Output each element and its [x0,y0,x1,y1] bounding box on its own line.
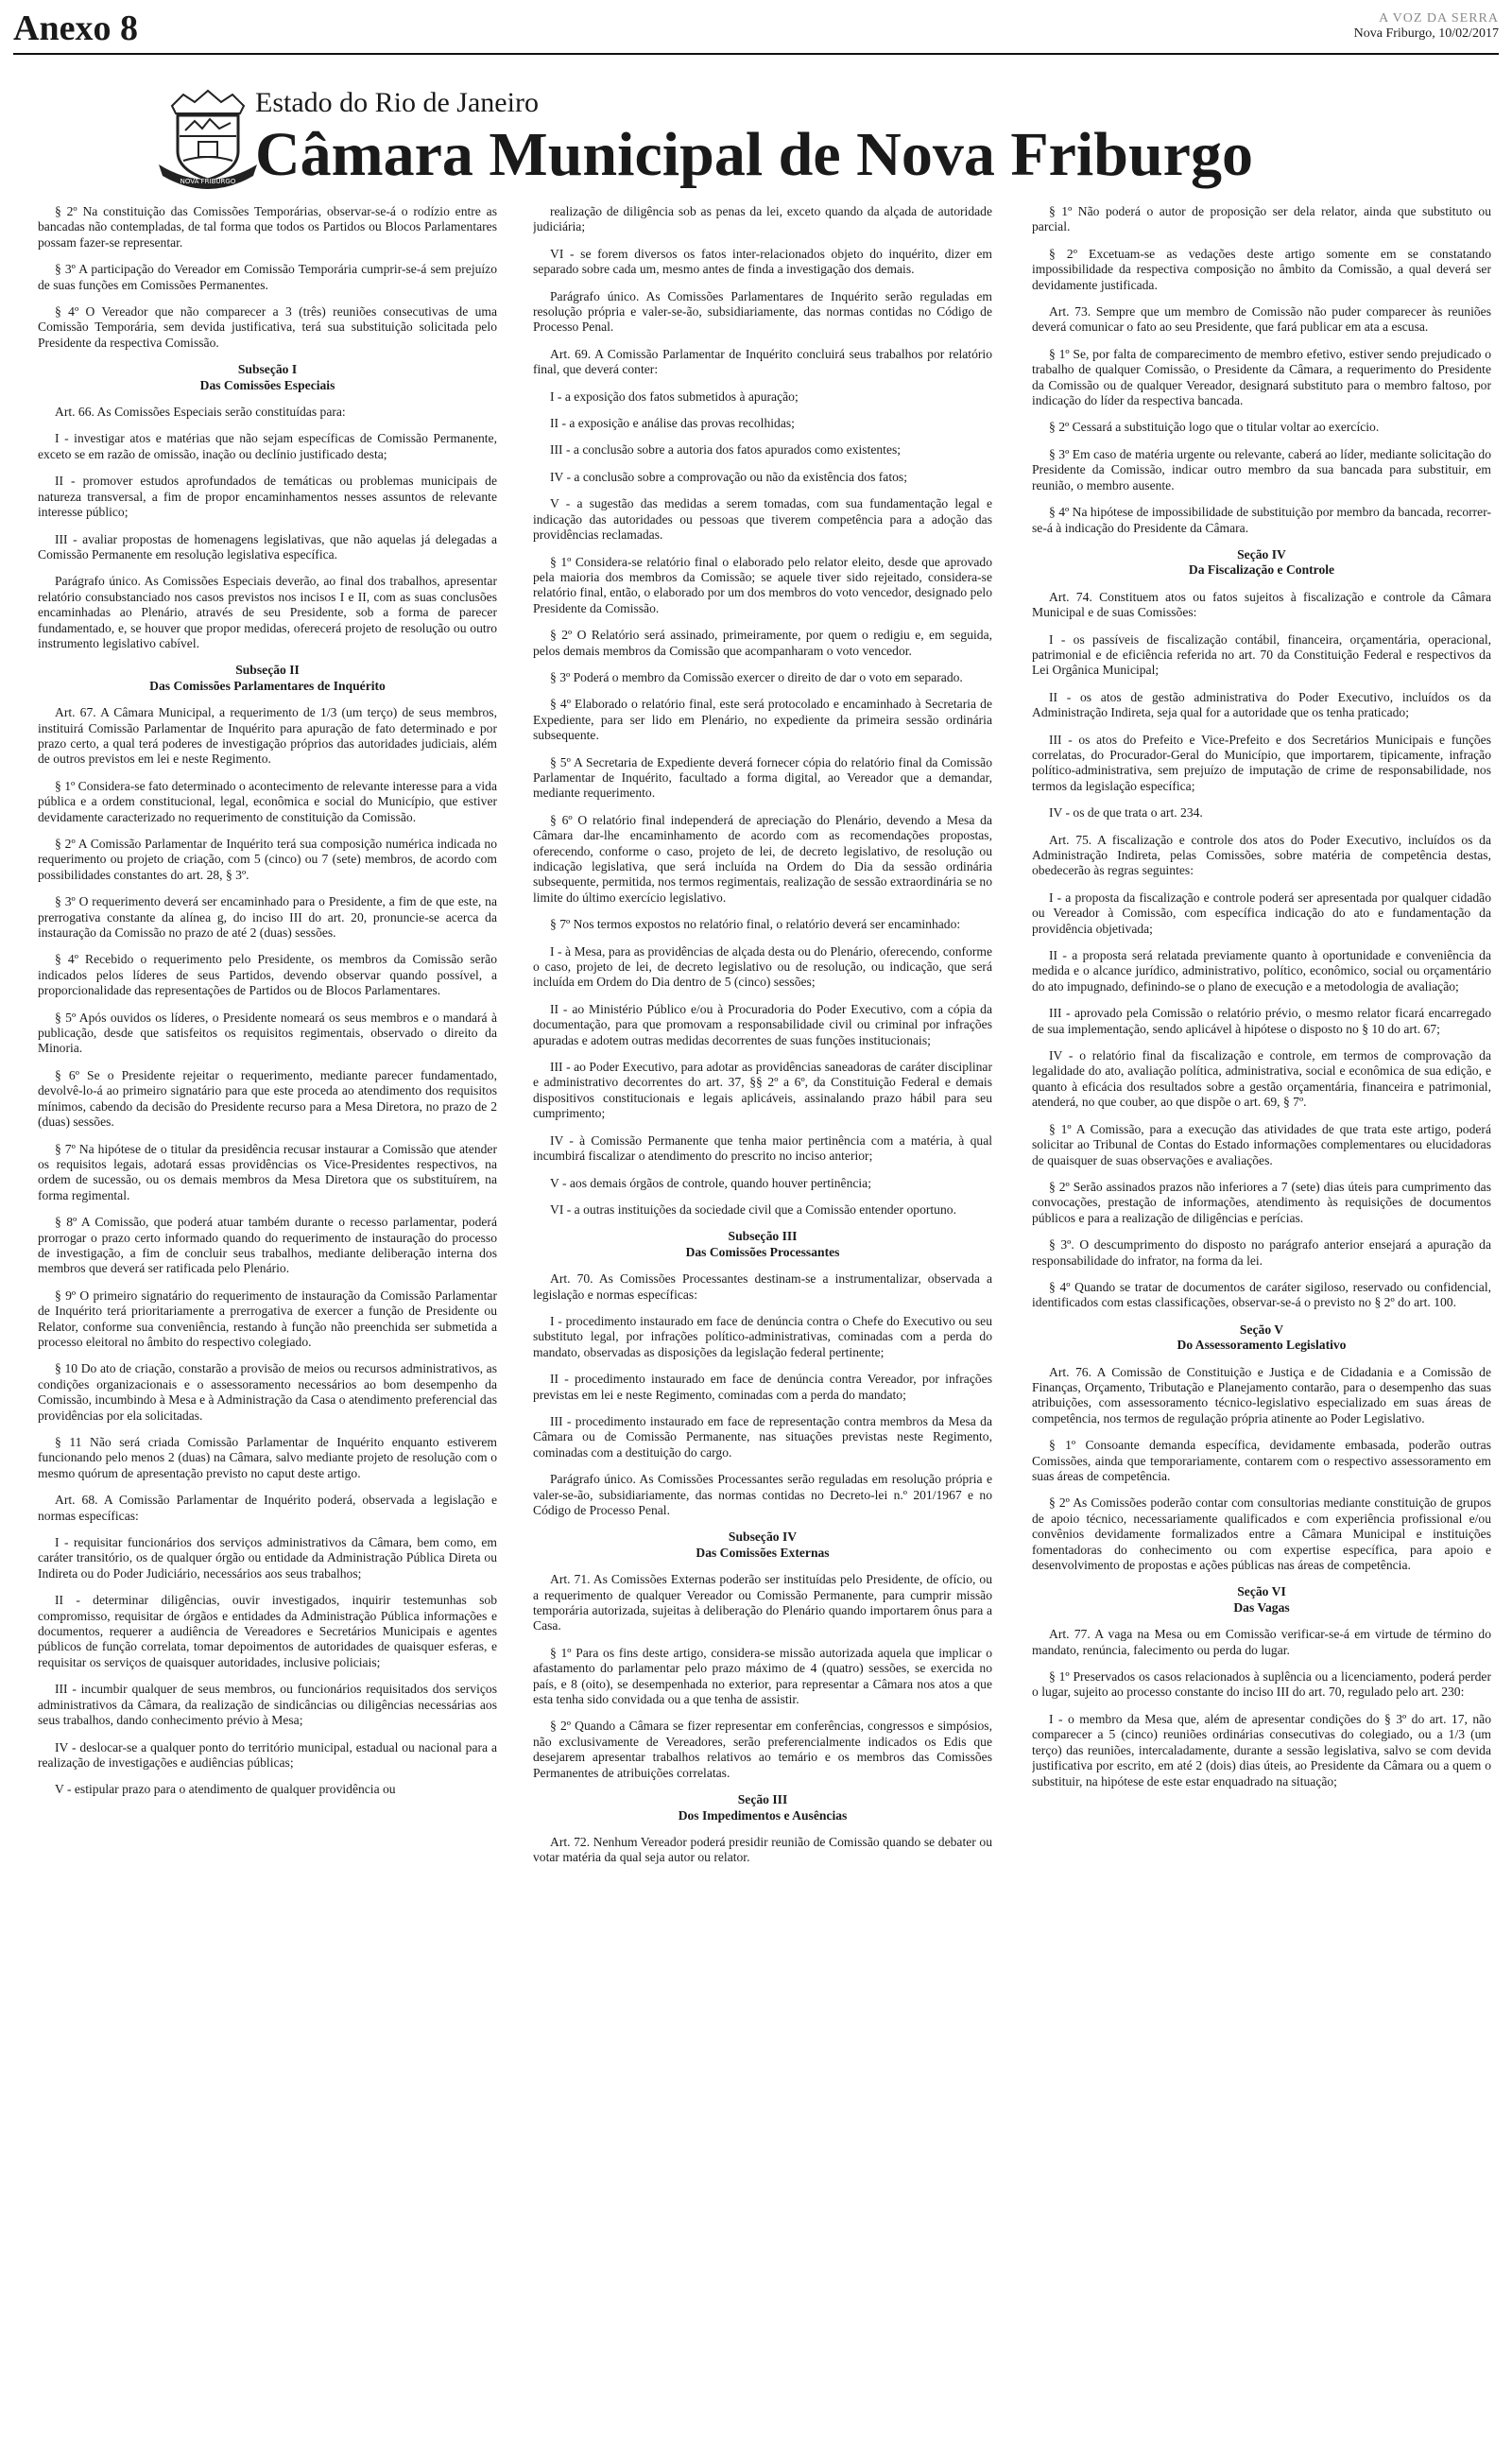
section-heading [1032,1584,1491,1616]
section-heading [533,1792,992,1823]
paragraph: § 1º Consoante demanda específica, devidamente embasada, poderão outras Comissões, ainda que temporariamente, contarem com o respectivo assessoramento em suas áreas de competência. [1032,1438,1491,1483]
paragraph: § 5º Após ouvidos os líderes, o Presidente nomeará os seus membros e o mandará à publicação, desde que satisfeitos os requisitos regimentais, observado o direito da Minoria. [38,1010,497,1056]
paragraph: Art. 69. A Comissão Parlamentar de Inquérito concluirá seus trabalhos por relatório final, que deverá conter: [533,346,992,377]
paragraph: V - estipular prazo para o atendimento de qualquer providência ou [55,1782,396,1797]
paragraph: I - procedimento instaurado em face de denúncia contra o Chefe do Executivo ou seu substituto legal, por infrações político-administrativas, cominadas com a perda do mandato, observadas as disposições da legislação federal pertinente; [533,1313,992,1359]
paragraph: I - à Mesa, para as providências de alçada desta ou do Plenário, oferecendo, conforme o caso, projeto de lei, de decreto legislativo ou de resolução, ou indicação, que será incluída em Ordem do Dia dentro de 5 (cinco) sessões; [533,943,992,990]
section-number: Seção V [1239,1322,1284,1337]
paragraph: I - investigar atos e matérias que não sejam específicas de Comissão Permanente, exceto se em razão de omissão, inação ou declínio justificado desta; [38,431,497,461]
section-number: Subseção III [728,1229,798,1244]
paragraph: III - aprovado pela Comissão o relatório prévio, o mesmo relator ficará encarregado de sua implementação, sendo aplicável à hipótese o disposto no § 10 do art. 67; [1032,1006,1491,1036]
paragraph: III - ao Poder Executivo, para adotar as providências saneadoras de caráter disciplinar e administrativo decorrentes do art. 37, §§ 2º a 6º, da Constituição Federal e demais dispositivos constitucionais e legais aplicáveis, assinalando prazo hábil para seu cumprimento; [533,1060,992,1121]
paragraph: VI - se forem diversos os fatos inter-relacionados objeto do inquérito, dizer em separado sobre cada um, mesmo antes de finda a investigação dos demais. [533,246,992,277]
paragraph: III - avaliar propostas de homenagens legislativas, que não aquelas já delegadas a Comissão Permanente em resolução legislativa específica. [38,531,497,562]
paragraph: Art. 68. A Comissão Parlamentar de Inquérito poderá, observada a legislação e normas específicas: [38,1493,497,1523]
paragraph: II - procedimento instaurado em face de denúncia contra Vereador, por infrações previstas em lei e neste Regimento, cominadas com a perda do mandato; [533,1372,992,1402]
publication-date: Nova Friburgo, 10/02/2017 [1353,26,1499,41]
section-title: Das Comissões Processantes [685,1244,840,1259]
paragraph: § 4º Recebido o requerimento pelo Presidente, os membros da Comissão serão indicados pelos líderes de seus Partidos, devendo observar quando possível, a proporcionalidade das representações de Partidos ou de Blocos Parlamentares. [38,952,497,998]
paragraph: § 1º Considera-se relatório final o elaborado pelo relator eleito, desde que aprovado pela maioria dos membros da Comissão; se aquele tiver sido rejeitado, considera-se relatório final, então, o elaborado por um dos membros do voto vencedor, designado pelo Presidente da Comissão. [533,554,992,615]
paragraph: § 6º O relatório final independerá de apreciação do Plenário, devendo a Mesa da Câmara dar-lhe encaminhamento de acordo com as recomendações propostas, oferecendo, conforme o caso, projeto de lei, de decreto legislativo, de resolução ou indicação legislativa, que será incluída na Ordem do Dia da sessão ordinária subsequente, permitida, nos termos regimentais, realização de sessão extraordinária se no limite do último exercício legislativo. [533,812,992,905]
paragraph: II - a proposta será relatada previamente quanto à oportunidade e conveniência da medida e o alcance jurídico, administrativo, político, econômico, social ou orçamentário do ato impugnado, definindo-se o plano de execução e a metodologia de avaliação; [1032,948,1491,994]
paragraph: IV - os de que trata o art. 234. [1049,805,1203,821]
section-heading [533,1529,992,1561]
paragraph: § 1º A Comissão, para a execução das atividades de que trata este artigo, poderá solicitar ao Tribunal de Contas do Estado informações complementares ou elucidadoras de quaisquer de suas observações e avaliações. [1032,1121,1491,1167]
paragraph: § 2º As Comissões poderão contar com consultorias mediante constituição de grupos de apoio técnico, necessariamente qualificados e com experiência profissional e/ou convênios devidamente formalizados entre a Câmara Municipal e instituições fomentadoras do conhecimento ou com expertise específica, para apoio e desenvolvimento de propostas e ações públicas nas áreas de competência. [1032,1495,1491,1573]
paragraph: II - ao Ministério Público e/ou à Procuradoria do Poder Executivo, com a cópia da documentação, para que promovam a responsabilidade civil ou criminal por infrações apuradas e adotem outras medidas decorrentes de suas funções institucionais; [533,1001,992,1047]
paragraph: § 1º Para os fins deste artigo, considera-se missão autorizada aquela que implicar o afastamento do parlamentar pelo prazo máximo de 4 (quatro) sessões, se exercida no país, e 8 (oito), se desempenhada no exterior, para representar a Câmara nos atos a que esta tenha sido convidada ou a que tenha de assistir. [533,1645,992,1707]
paragraph: § 1º Se, por falta de comparecimento de membro efetivo, estiver sendo prejudicado o trabalho de qualquer Comissão, o Presidente da Câmara, a requerimento do Presidente da Comissão ou de qualquer Vereador, designará substituto para o membro faltoso, por indicação do líder da respectiva bancada. [1032,346,1491,408]
paragraph: § 1º Preservados os casos relacionados à suplência ou a licenciamento, poderá perder o lugar, sujeito ao processo constante do inciso III do art. 70, regulado pelo art. 230: [1032,1669,1491,1700]
paragraph: § 5º A Secretaria de Expediente deverá fornecer cópia do relatório final da Comissão Parlamentar de Inquérito, facultado a forma digital, ao Vereador que a demandar, mediante requerimento. [533,754,992,801]
paragraph: Art. 72. Nenhum Vereador poderá presidir reunião de Comissão quando se debater ou votar matéria da qual seja autor ou relator. [533,1834,992,1865]
section-number: Subseção IV [728,1529,798,1545]
paragraph: Art. 76. A Comissão de Constituição e Justiça e de Cidadania e a Comissão de Finanças, Orçamento, Tributação e Planejamento contarão, para o desempenho das suas atribuições, com assessoramento técnico-legislativo especializado em suas áreas de competência, nos termos de regulação própria atinente ao Poder Legislativo. [1032,1364,1491,1426]
header-rule [13,53,1499,55]
paragraph: § 3º Em caso de matéria urgente ou relevante, caberá ao líder, mediante solicitação do Presidente da Comissão, indicar outro membro da sua bancada para substituir, em reunião, o membro ausente. [1032,446,1491,493]
paragraph: § 2º Excetuam-se as vedações deste artigo somente em se constatando impossibilidade da respectiva composição no âmbito da Comissão, a qual deverá ser devidamente justificada. [1032,246,1491,292]
paragraph: II - a exposição e análise das provas recolhidas; [550,416,795,431]
paragraph: § 10 Do ato de criação, constarão a provisão de meios ou recursos administrativos, as condições organizacionais e o assessoramento necessários ao bom desempenho da Comissão, incumbindo à Mesa e à Administração da Casa o atendimento preferencial das providências por ela solicitadas. [38,1361,497,1423]
paragraph: § 2º Quando a Câmara se fizer representar em conferências, congressos e simpósios, não exclusivamente de Vereadores, serão preferencialmente indicados os Edis que desejarem apresentar trabalhos relativos ao temário e os membros das Comissões Permanentes de atribuições correlatas. [533,1719,992,1780]
paragraph: VI - a outras instituições da sociedade civil que a Comissão entender oportuno. [550,1201,956,1217]
paragraph: V - aos demais órgãos de controle, quando houver pertinência; [550,1175,871,1190]
paragraph: Art. 74. Constituem atos ou fatos sujeitos à fiscalização e controle da Câmara Municipal e de suas Comissões: [1032,589,1491,620]
section-heading [533,1229,992,1260]
section-number: Seção IV [1237,546,1286,562]
text-column-3 [1032,204,1491,2445]
paragraph: III - procedimento instaurado em face de representação contra membros da Mesa da Câmara ou de Comissão Permanente, nas situações previstas neste Regimento, cominadas com a destituição do cargo. [533,1413,992,1460]
paragraph: Art. 75. A fiscalização e controle dos atos do Poder Executivo, incluídos os da Administração Indireta, pelas Comissões, sobre matéria de competência destas, obedecerão às regras seguintes: [1032,832,1491,878]
paragraph: III - os atos do Prefeito e Vice-Prefeito e dos Secretários Municipais e funções correlatas, do Procurador-Geral do Município, que importarem, tipicamente, infração político-administrativa, sem prejuízo de imputação de crime de responsabilidade, nos termos da legislação específica; [1032,732,1491,793]
paragraph: § 7º Na hipótese de o titular da presidência recusar instaurar a Comissão que atender os requisitos legais, adotará essas providências os Vice-Presidentes respectivos, na ordem de sucessão, ou os demais membros da Mesa Diretora que os substituírem, na forma regimental. [38,1141,497,1202]
paragraph: V - a sugestão das medidas a serem tomadas, com sua fundamentação legal e indicação das autoridades ou pessoas que tiverem competência para a adoção das providências reclamadas. [533,496,992,543]
paragraph: Parágrafo único. As Comissões Parlamentares de Inquérito serão reguladas em resolução própria e valer-se-ão, subsidiariamente, das normas contidas no Código de Processo Penal. [533,288,992,335]
paragraph: I - a exposição dos fatos submetidos à apuração; [550,389,799,404]
paragraph: I - a proposta da fiscalização e controle poderá ser apresentada por qualquer cidadão ou Vereador à Comissão, com específica indicação do ato e fundamentação da providência objetivada; [1032,890,1491,936]
paragraph: II - promover estudos aprofundados de temáticas ou problemas municipais de natureza transversal, a fim de propor encaminhamentos nesses assuntos de relevante interesse público; [38,474,497,520]
paragraph: IV - deslocar-se a qualquer ponto do território municipal, estadual ou nacional para a realização de investigações e audiências públicas; [38,1739,497,1770]
newspaper-name: A VOZ DA SERRA [1379,11,1499,26]
paragraph: IV - a conclusão sobre a comprovação ou não da existência dos fatos; [550,469,907,484]
paragraph: II - os atos de gestão administrativa do Poder Executivo, incluídos os da Administração Indireta, seja qual for a autoridade que os tenha praticado; [1032,689,1491,720]
paragraph: § 2º A Comissão Parlamentar de Inquérito terá sua composição numérica indicada no requerimento ou projeto de criação, com 5 (cinco) ou 7 (sete) membros, de acordo com possibilidades constantes do art. 28, § 3º. [38,837,497,882]
paragraph: § 6º Se o Presidente rejeitar o requerimento, mediante parecer fundamentado, devolvê-lo-á ao primeiro signatário para que este proceda ao atendimento dos requisitos mínimos, cabendo da decisão do Presidente recurso para a Mesa Diretora, no prazo de 2 (duas) sessões. [38,1067,497,1130]
paragraph: § 8º A Comissão, que poderá atuar também durante o recesso parlamentar, poderá prorrogar o prazo certo informado quando do requerimento de instauração do processo de investigação, a fim de concluir seus trabalhos, mediante deliberação interna dos membros que deverá ser ratificada pelo Plenário. [38,1215,497,1276]
paragraph: § 2º Na constituição das Comissões Temporárias, observar-se-á o rodízio entre as bancadas não contempladas, de tal forma que todos os Partidos ou Blocos Parlamentares possam fazer-se representar. [38,204,497,250]
paragraph: I - o membro da Mesa que, além de apresentar condições do § 3º do art. 17, não comparecer a 5 (cinco) reuniões ordinárias consecutivas do colegiado, ou a 1/3 (um terço) das reuniões, intercaladamente, durante a sessão legislativa, salvo se com devida justificativa por escrito, em até 2 (dois) dias úteis, ao Presidente da Câmara ou a quem o substituir, na hipótese de este estar enquadrado na situação; [1032,1711,1491,1789]
section-heading [1032,547,1491,579]
paragraph: III - incumbir qualquer de seus membros, ou funcionários requisitados dos serviços administrativos da Câmara, da realização de sindicâncias ou diligências necessárias aos seus trabalhos, dando conhecimento prévio à Mesa; [38,1682,497,1728]
section-title: Do Assessoramento Legislativo [1177,1338,1347,1353]
paragraph: § 4º O Vereador que não comparecer a 3 (três) reuniões consecutivas de uma Comissão Temporária, sem devida justificativa, terá sua substituição solicitada pelo Presidente da respectiva Comissão. [38,304,497,350]
section-heading [38,362,497,393]
coat-of-arms-icon [151,89,265,193]
paragraph: Art. 66. As Comissões Especiais serão constituídas para: [55,405,346,420]
section-title: Das Comissões Externas [696,1545,830,1560]
paragraph: IV - o relatório final da fiscalização e controle, em termos de comprovação da legalidade do ato, avaliação política, administrativa, social e econômica de sua edição, e quanto à eficácia dos resultados sobre a gestão orçamentária, financeira e patrimonial, atenderá, no que couber, ao que dispõe o art. 69, § 7º. [1032,1048,1491,1110]
chamber-title: Câmara Municipal de Nova Friburgo [255,120,1253,189]
section-title: Das Vagas [1233,1599,1290,1615]
paragraph: § 2º Cessará a substituição logo que o titular voltar ao exercício. [1049,420,1380,435]
section-number: Seção VI [1237,1584,1286,1599]
section-title: Das Comissões Parlamentares de Inquérito [149,678,386,693]
paragraph: § 7º Nos termos expostos no relatório final, o relatório deverá ser encaminhado: [550,917,961,932]
paragraph: § 4º Quando se tratar de documentos de caráter sigiloso, reservado ou confidencial, identificados com estas classificações, observar-se-á o previsto no § 2º do art. 100. [1032,1279,1491,1310]
section-heading [38,663,497,694]
paragraph: § 3º Poderá o membro da Comissão exercer o direito de dar o voto em separado. [550,669,963,684]
paragraph: § 9º O primeiro signatário do requerimento de instauração da Comissão Parlamentar de Inquérito terá prioritariamente a prerrogativa de exercer a função de Presidente ou Relator, conforme sua conveniência, restando à função não preenchida ser submetida a processo eleitoral no âmbito do respectivo colegiado. [38,1287,497,1349]
state-name: Estado do Rio de Janeiro [255,87,539,118]
paragraph: Art. 67. A Câmara Municipal, a requerimento de 1/3 (um terço) de seus membros, instituirá Comissão Parlamentar de Inquérito para apuração de fato determinado e por prazo certo, a qual terá poderes de investigação próprios das autoridades judiciais, além de outros previstos em lei e neste Regimento. [38,705,497,767]
seal-text: NOVA FRIBURGO [180,178,236,185]
paragraph: Parágrafo único. As Comissões Especiais deverão, ao final dos trabalhos, apresentar relatório consubstanciado nos casos previstos nos incisos I e II, com as suas conclusões encaminhadas ao Plenário, através de seu Presidente, sob a forma de parecer fundamentado, e, se houver que propor medidas, oferecerá projeto de resolução ou outro instrumento legislativo cabível. [38,574,497,650]
page-content [38,204,1493,2445]
paragraph: Art. 70. As Comissões Processantes destinam-se a instrumentalizar, observada a legislação e normas específicas: [533,1271,992,1302]
paragraph: § 3º. O descumprimento do disposto no parágrafo anterior ensejará a apuração da responsabilidade do infrator, na forma da lei. [1032,1237,1491,1268]
page-header [13,8,1499,49]
paragraph: I - os passíveis de fiscalização contábil, financeira, orçamentária, operacional, patrimonial e de eficiência referida no art. 70 da Constituição Federal e respectivos da Lei Orgânica Municipal; [1032,631,1491,678]
annex-label: Anexo 8 [13,9,138,48]
section-number: Subseção I [237,362,298,377]
section-title: Dos Impedimentos e Ausências [678,1807,848,1823]
paragraph: § 4º Na hipótese de impossibilidade de substituição por membro da bancada, recorrer-se-á à indicação do Presidente da Câmara. [1032,505,1491,535]
paragraph: Art. 71. As Comissões Externas poderão ser instituídas pelo Presidente, de ofício, ou a requerimento de qualquer Vereador ou Comissão Permanente, para cumprir missão temporária autorizada, sujeitas à deliberação do Plenário quando importarem ônus para a Casa. [533,1572,992,1633]
paragraph: § 3º A participação do Vereador em Comissão Temporária cumprir-se-á sem prejuízo de suas funções em Comissões Permanentes. [38,262,497,292]
paragraph: Art. 77. A vaga na Mesa ou em Comissão verificar-se-á em virtude de término do mandato, renúncia, falecimento ou perda do lugar. [1032,1627,1491,1657]
text-column-1 [38,204,497,2445]
paragraph: § 3º O requerimento deverá ser encaminhado para o Presidente, a fim de que este, na prerrogativa constante da alínea g, do inciso III do art. 20, pronuncie-se acerca da instauração da Comissão no prazo de até 2 (duas) sessões. [38,894,497,941]
paragraph: § 1º Não poderá o autor de proposição ser dela relator, ainda que substituto ou parcial. [1032,204,1491,234]
masthead [151,76,1380,199]
paragraph: IV - à Comissão Permanente que tenha maior pertinência com a matéria, à qual incumbirá fiscalizar o atendimento do prescrito no inciso anterior; [533,1132,992,1164]
paragraph: Parágrafo único. As Comissões Processantes serão reguladas em resolução própria e valer-se-ão, subsidiariamente, das normas contidas no Decreto-lei n.º 201/1967 e no Código de Processo Penal. [533,1472,992,1517]
section-title: Da Fiscalização e Controle [1188,562,1335,578]
section-heading [1032,1322,1491,1354]
paragraph: § 1º Considera-se fato determinado o acontecimento de relevante interesse para a vida pública e a ordem constitucional, legal, econômica e social do Município, que estiver devidamente caracterizado no requerimento de constituição da Comissão. [38,778,497,824]
section-title: Das Comissões Especiais [199,377,335,392]
publication-info [1354,11,1499,42]
paragraph: I - requisitar funcionários dos serviços administrativos da Câmara, bem como, em caráter transitório, os de qualquer órgão ou entidade da Administração Pública Direta ou Indireta ou do Poder Judiciário, necessários aos seus trabalhos; [38,1535,497,1581]
paragraph: Art. 73. Sempre que um membro de Comissão não puder comparecer às reuniões deverá comunicar o fato ao seu Presidente, que fará publicar em ata a escusa. [1032,304,1491,335]
paragraph: § 2º Serão assinados prazos não inferiores a 7 (sete) dias úteis para cumprimento das convocações, prestação de informações, atendimento às requisições de documentos públicos e para a realização de diligências e perícias. [1032,1179,1491,1225]
section-number: Subseção II [235,663,300,678]
paragraph: III - a conclusão sobre a autoria dos fatos apurados como existentes; [550,442,902,458]
paragraph: § 11 Não será criada Comissão Parlamentar de Inquérito enquanto estiverem funcionando pelo menos 2 (duas) na Câmara, salvo mediante projeto de resolução com o mesmo quórum de apresentação previsto no caput deste artigo. [38,1435,497,1480]
paragraph: realização de diligência sob as penas da lei, exceto quando da alçada de autoridade judiciária; [533,204,992,234]
paragraph: II - determinar diligências, ouvir investigados, inquirir testemunhas sob compromisso, requisitar de órgãos e entidades da Administração Pública informações e documentos, requerer a audiência de Vereadores e Secretários Municipais e agentes públicos de função correlata, tomar depoimentos de autoridades de quaisquer esferas, e requisitar os serviços de quaisquer autoridades, inclusive policiais; [38,1593,497,1669]
paragraph: § 4º Elaborado o relatório final, este será protocolado e encaminhado à Secretaria de Expediente, para ser lido em Plenário, no expediente da primeira sessão ordinária subsequente. [533,697,992,743]
section-number: Seção III [737,1792,788,1807]
paragraph: § 2º O Relatório será assinado, primeiramente, por quem o redigiu e, em seguida, pelos demais membros da Comissão que acompanharam o voto vencedor. [533,628,992,658]
text-column-2 [533,204,992,2445]
